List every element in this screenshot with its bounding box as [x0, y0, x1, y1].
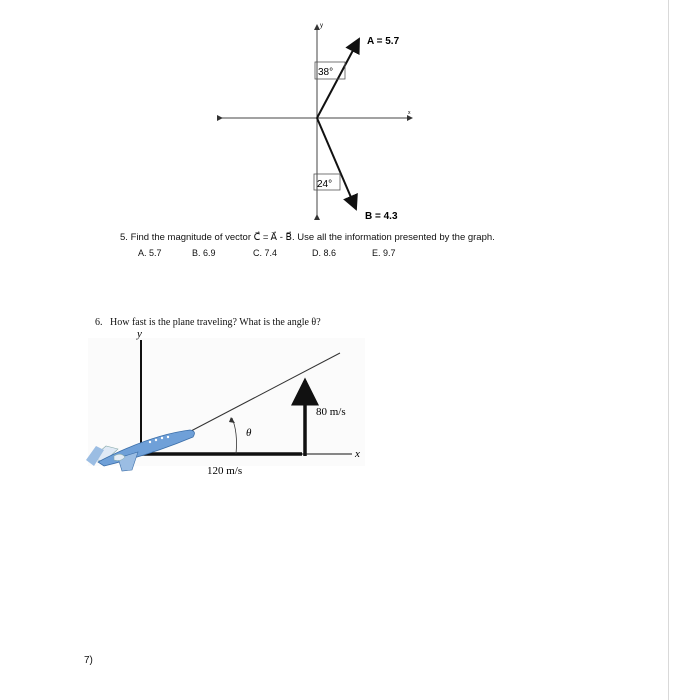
plane-x-axis-label: x: [355, 448, 360, 460]
angle-b-label: 24°: [317, 179, 333, 190]
vector-b-label: B = 4.3: [365, 211, 398, 222]
question-7-number: 7): [84, 655, 93, 666]
option-c: C. 7.4: [253, 248, 278, 258]
question-6-number: 6.: [95, 317, 103, 328]
vector-y-axis-label: y: [320, 23, 323, 29]
option-b: B. 6.9: [192, 248, 216, 258]
vector-a-label: A = 5.7: [367, 36, 400, 47]
option-d: D. 8.6: [312, 248, 337, 258]
vertical-velocity-label: 80 m/s: [316, 406, 346, 418]
option-e: E. 9.7: [372, 248, 396, 258]
question-6-text: How fast is the plane traveling? What is the angle θ?: [110, 317, 321, 328]
option-a: A. 5.7: [138, 248, 162, 258]
vector-x-axis-label: x: [408, 110, 411, 116]
horizontal-velocity-label: 120 m/s: [207, 465, 243, 477]
question-5-text: Find the magnitude of vector C⃗ = A⃗ - B⃗. Use all the information presented by the graph.: [130, 232, 495, 243]
angle-theta-label: θ: [246, 427, 252, 439]
plane-y-axis-label: y: [137, 328, 142, 340]
angle-a-label: 38°: [318, 67, 334, 78]
question-5-number: 5.: [120, 232, 128, 243]
